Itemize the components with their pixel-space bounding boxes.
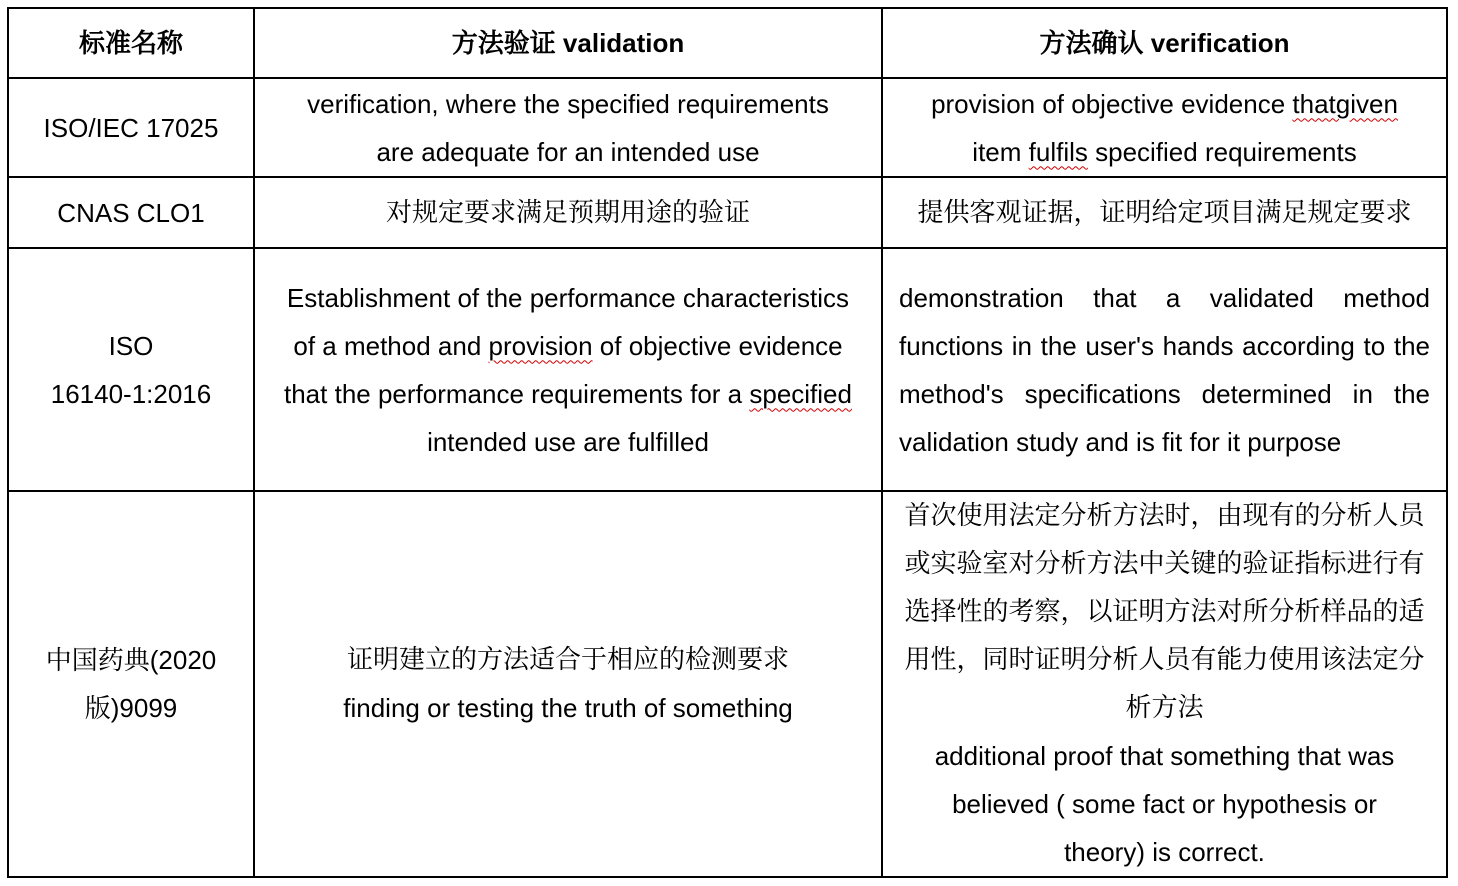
standard-name-line1: ISO: [108, 330, 154, 361]
text-fragment: specified requirements: [1087, 136, 1357, 167]
cell-verification: [882, 177, 1447, 248]
cell-validation: [254, 248, 882, 491]
header-standard-name: 标准名称: [8, 8, 254, 78]
cell-verification: [882, 78, 1447, 177]
spellcheck-flagged-word: fulfils: [1028, 136, 1088, 167]
standard-name-line1: 中国药典(2020: [45, 645, 217, 675]
spellcheck-flagged-word: thatgiven: [1292, 88, 1398, 119]
standard-name: CNAS CLO1: [57, 197, 205, 228]
standard-name-line2: 版)9099: [84, 693, 178, 723]
cell-validation: [254, 491, 882, 877]
text-fragment: Establishment of the performance characteristics of a method and: [286, 282, 850, 361]
verification-text-cn: 首次使用法定分析方法时，由现有的分析人员或实验室对分析方法中关键的验证指标进行有选择性的考察，以证明方法对所分析样品的适用性，同时证明分析人员有能力使用该法定分析方法: [904, 501, 1425, 723]
standard-name-line2: 16140-1:2016: [50, 378, 212, 409]
table-row: [8, 78, 1447, 177]
text-fragment: of objective evidence that the performance requirements for a: [284, 330, 843, 409]
text-fragment: item: [972, 136, 1029, 167]
table-row: [8, 177, 1447, 248]
cell-standard: [8, 177, 254, 248]
validation-text: [255, 274, 881, 466]
header-verification: 方法确认 verification: [882, 8, 1447, 78]
verification-text: demonstration that a validated method functions in the user's hands according to the method's specifications determined in the validation study and is fit for it purpose: [899, 282, 1430, 457]
verification-text: [883, 80, 1446, 176]
cell-standard: [8, 248, 254, 491]
verification-text-en: additional proof that something that was believed ( some fact or hypothesis or theory) is correct.: [934, 741, 1395, 867]
table-header-row: [8, 8, 1447, 78]
standard-name: ISO/IEC 17025: [43, 112, 219, 143]
verification-text: 提供客观证据，证明给定项目满足规定要求: [917, 198, 1412, 228]
validation-text: 对规定要求满足预期用途的验证: [385, 198, 750, 228]
text-fragment: provision of objective evidence: [931, 88, 1293, 119]
header-validation: 方法验证 validation: [254, 8, 882, 78]
comparison-table: [7, 7, 1448, 878]
cell-validation: [254, 177, 882, 248]
validation-text-en: finding or testing the truth of something: [343, 693, 793, 723]
spellcheck-flagged-word: specified: [749, 378, 852, 409]
text-fragment: intended use are fulfilled: [427, 426, 709, 457]
cell-validation: [254, 78, 882, 177]
cell-standard: [8, 491, 254, 877]
cell-verification: [882, 248, 1447, 491]
spellcheck-flagged-word: provision: [488, 330, 593, 361]
cell-verification: [882, 491, 1447, 877]
validation-text: verification, where the specified requirements are adequate for an intended use: [307, 88, 829, 167]
validation-text-cn: 证明建立的方法适合于相应的检测要求: [346, 645, 789, 675]
table-row: [8, 248, 1447, 491]
cell-standard: [8, 78, 254, 177]
table-row: [8, 491, 1447, 877]
